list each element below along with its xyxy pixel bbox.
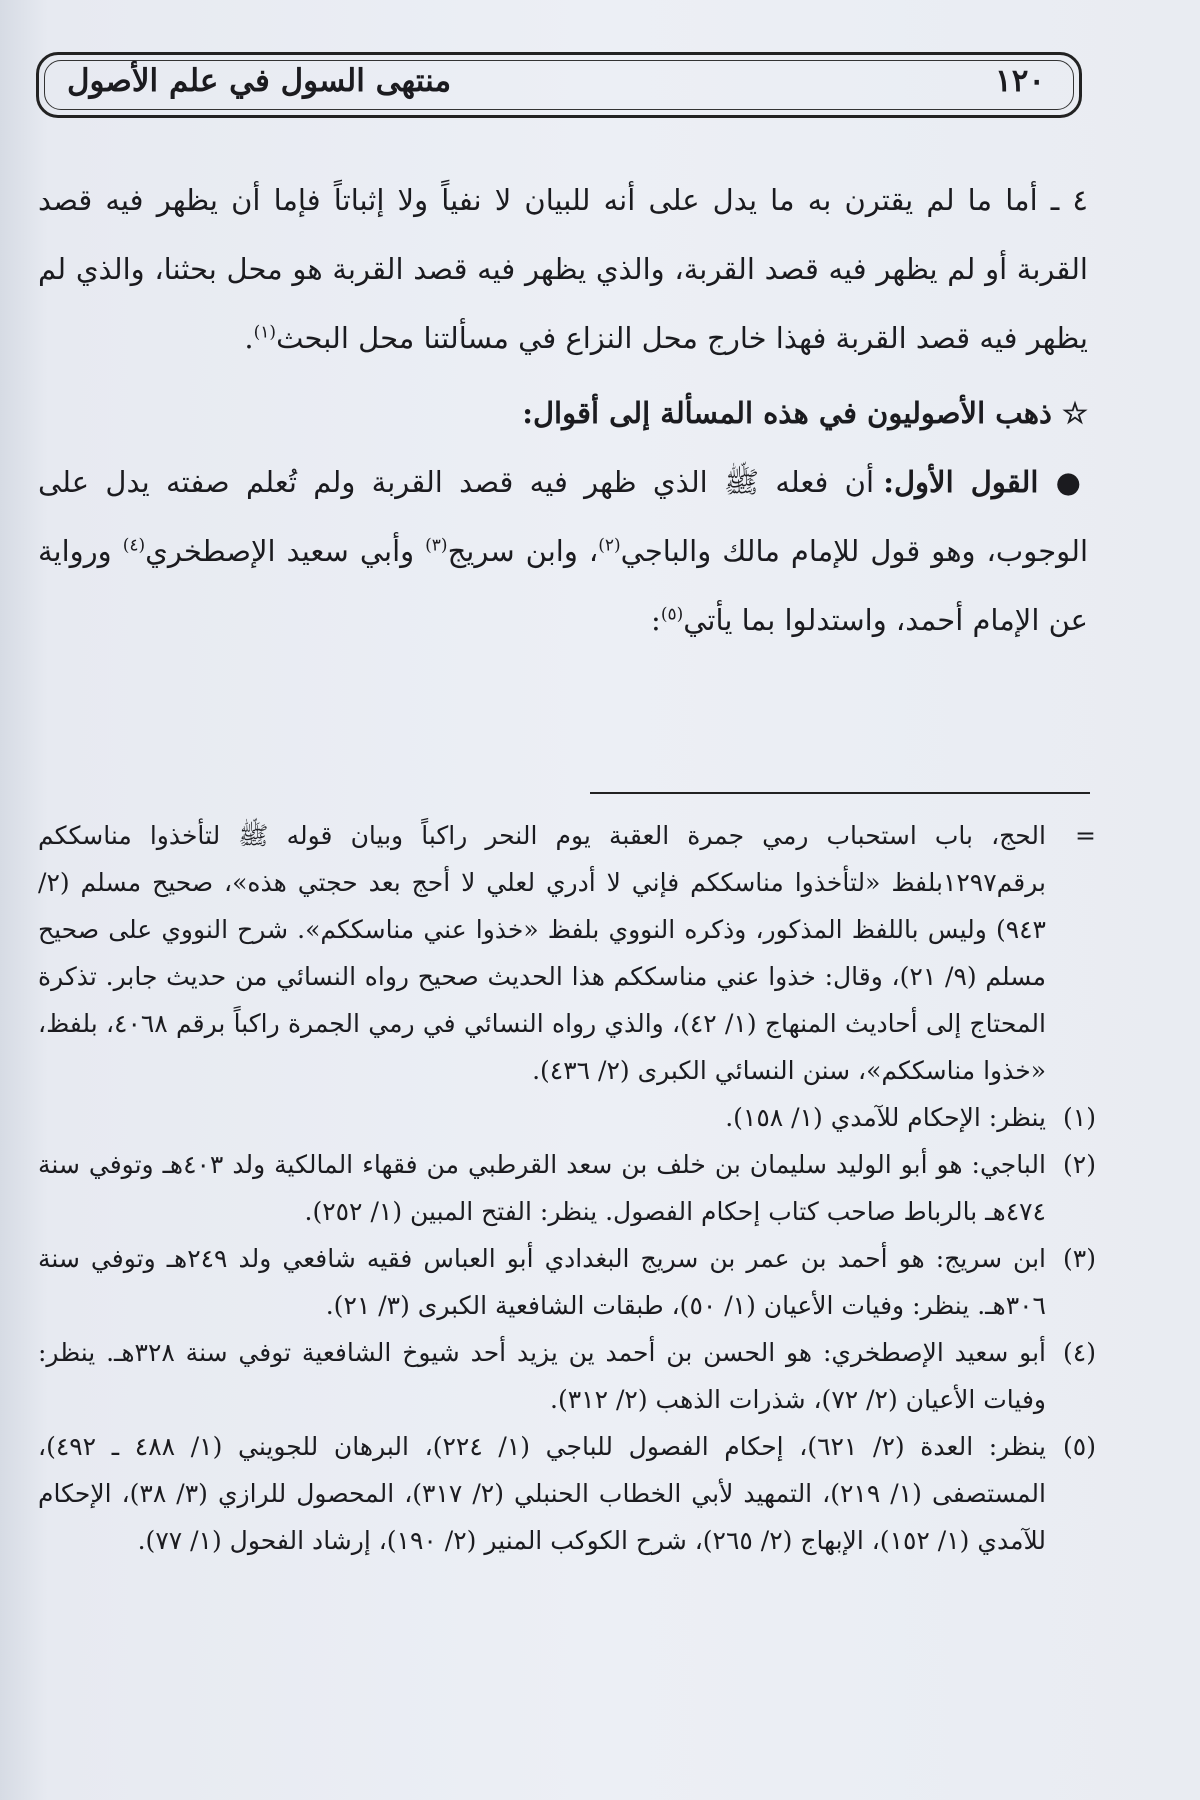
footnote-5 (38, 1423, 1096, 1564)
footnote-text: ينظر: العدة (٢/ ٦٢١)، إحكام الفصول للباجي (١/ ٢٢٤)، البرهان للجويني (١/ ٤٨٨ ـ ٤٩٢)، المستصفى (١/ ٢١٩)، التمهيد لأبي الخطاب الحنبلي (٢/ ٣١٧)، المحصول للرازي (٣/ ٣٨)، الإحكام للآمدي (١/ ١٥٢)، الإبهاج (٢/ ٢٦٥)، شرح الكوكب المنير (٢/ ١٩٠)، إرشاد الفحول (١/ ٧٧). (38, 1432, 1047, 1555)
paragraph-2-end: : (651, 603, 661, 637)
footnote-number: (٥) (1063, 1432, 1096, 1461)
footnote-text: ابن سريج: هو أحمد بن عمر بن سريج البغدادي أبو العباس فقيه شافعي ولد ٢٤٩هـ وتوفي سنة ٣٠٦هـ. ينظر: وفيات الأعيان (١/ ٥٠)، طبقات الشافعية الكبرى (٣/ ٢١). (38, 1244, 1046, 1320)
paragraph-2-text-c: وأبي سعيد الإصطخري (145, 534, 426, 568)
footnote-ref-4: (٤) (122, 535, 146, 556)
paragraph-2-text-b: ، وابن سريج (447, 534, 599, 568)
paragraph-1-end: . (244, 321, 254, 355)
footnote-3 (38, 1235, 1096, 1329)
page-number: ١٢٠ (995, 63, 1045, 99)
footnote-ref-2: (٢) (598, 535, 621, 556)
footnote-ref-1: (١) (253, 322, 277, 343)
footnote-1 (38, 1094, 1096, 1141)
running-header (36, 52, 1082, 118)
book-title: منتهى السول في علم الأصول (67, 63, 452, 99)
footnote-text: ينظر: الإحكام للآمدي (١/ ١٥٨). (725, 1103, 1046, 1132)
footnote-continuation (38, 812, 1096, 1094)
paragraph-2-text-a: أن فعله ﷺ الذي ظهر فيه قصد القربة ولم تُعلم صفته يدل على الوجوب، وهو قول للإمام مالك والباجي (38, 465, 1088, 568)
footnotes (38, 812, 1096, 1564)
paragraph-1-text: ٤ ـ أما ما لم يقترن به ما يدل على أنه للبيان لا نفياً ولا إثباتاً فإما أن يظهر فيه قصد القربة أو لم يظهر فيه قصد القربة، والذي يظهر فيه قصد القربة هو محل بحثنا، والذي لم يظهر فيه قصد القربة فهذا خارج محل النزاع في مسألتنا محل البحث (38, 183, 1088, 355)
footnote-number: (٤) (1063, 1338, 1096, 1367)
paragraph-2-text-d: ورواية عن الإمام أحمد، واستدلوا بما يأتي (38, 534, 1088, 637)
footnote-ref-5: (٥) (660, 604, 684, 625)
footnote-number: (١) (1063, 1103, 1096, 1132)
footnote-ref-3: (٣) (425, 535, 448, 556)
main-text (38, 166, 1088, 655)
footnote-text: الباجي: هو أبو الوليد سليمان بن خلف بن سعد القرطبي من فقهاء المالكية ولد ٤٠٣هـ وتوفي سنة ٤٧٤هـ بالرباط صاحب كتاب إحكام الفصول. ينظر: الفتح المبين (١/ ٢٥٢). (38, 1150, 1046, 1226)
footnote-text: أبو سعيد الإصطخري: هو الحسن بن أحمد ين يزيد أحد شيوخ الشافعية توفي سنة ٣٢٨هـ. ينظر: وفيات الأعيان (٢/ ٧٢)، شذرات الذهب (٢/ ٣١٢). (38, 1338, 1046, 1414)
footnote-number: (٣) (1063, 1244, 1096, 1273)
paragraph-2 (38, 448, 1088, 655)
section-heading: ☆ ذهب الأصوليون في هذه المسألة إلى أقوال: (522, 396, 1088, 430)
footnote-marker: = (1075, 821, 1096, 850)
footnote-2 (38, 1141, 1096, 1235)
footnote-number: (٢) (1063, 1150, 1096, 1179)
paragraph-1 (38, 166, 1088, 373)
first-opinion-label: ● القول الأول: (883, 465, 1088, 499)
footnote-4 (38, 1329, 1096, 1423)
footnote-separator (590, 792, 1090, 794)
footnote-text: الحج، باب استحباب رمي جمرة العقبة يوم النحر راكباً وبيان قوله ﷺ لتأخذوا مناسككم برقم١٢٩٧بلفظ «لتأخذوا مناسككم فإني لا أدري لعلي لا أحج بعد حجتي هذه»، صحيح مسلم (٢/ ٩٤٣) وليس باللفظ المذكور، وذكره النووي بلفظ «خذوا عني مناسككم». شرح النووي على صحيح مسلم (٩/ ٢١)، وقال: خذوا عني مناسككم هذا الحديث صحيح رواه النسائي من حديث جابر. تذكرة المحتاج إلى أحاديث المنهاج (١/ ٤٢)، والذي رواه النسائي في رمي الجمرة راكباً برقم ٤٠٦٨، بلفظ، «خذوا مناسككم»، سنن النسائي الكبرى (٢/ ٤٣٦). (38, 821, 1046, 1085)
